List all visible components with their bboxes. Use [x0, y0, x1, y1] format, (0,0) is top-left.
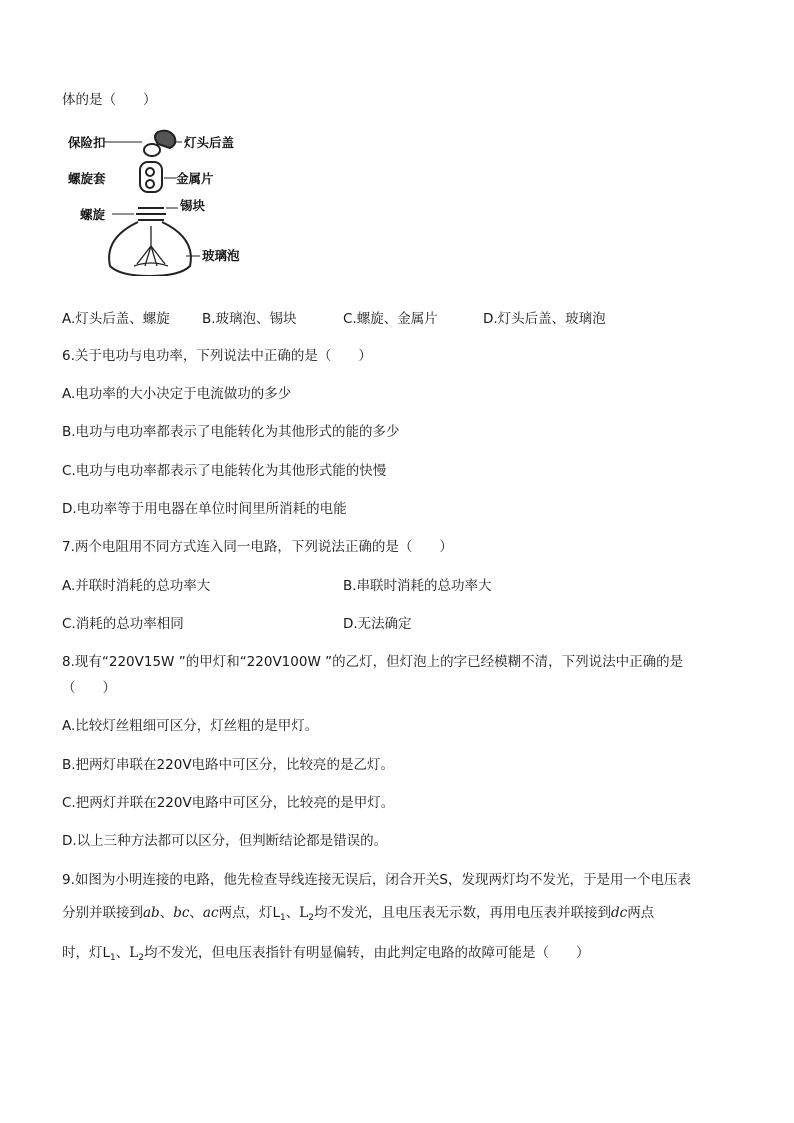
label-tin-block: 锡块	[180, 198, 206, 213]
question-6-stem: 6.关于电功与电功率，下列说法中正确的是（ ）	[62, 348, 372, 364]
q5-option-b[interactable]: B.玻璃泡、锡块	[202, 311, 297, 327]
q9-lamp-l: L	[129, 945, 139, 961]
q9-points-ab: ab	[143, 905, 160, 921]
q9-separator: 、	[115, 945, 130, 961]
q6-option-d[interactable]: D.电功率等于用电器在单位时间里所消耗的电能	[62, 501, 347, 517]
q9-subscript: 1	[280, 913, 286, 923]
q9-text: 分别并联接到	[62, 905, 143, 921]
question-9-stem-line1: 9.如图为小明连接的电路，他先检查导线连接无误后，闭合开关S，发现两灯均不发光，于是用一个电压表	[62, 872, 691, 888]
label-metal-piece: 金属片	[176, 171, 214, 186]
q8-option-a[interactable]: A.比较灯丝粗细可区分，灯丝粗的是甲灯。	[62, 718, 319, 734]
q9-text: 时，灯L	[62, 945, 111, 961]
q9-separator: 、	[189, 905, 203, 921]
q5-option-c[interactable]: C.螺旋、金属片	[343, 311, 438, 327]
question-8-stem-line1: 8.现有“220V15W ”的甲灯和“220V100W ”的乙灯，但灯泡上的字已经模糊不清，下列说法中正确的是	[62, 654, 684, 670]
question-5-options	[62, 309, 742, 329]
q8-option-c[interactable]: C.把两灯并联在220V电路中可区分，比较亮的是甲灯。	[62, 795, 395, 811]
screw-shape	[136, 208, 166, 220]
q8-option-b[interactable]: B.把两灯串联在220V电路中可区分，比较亮的是乙灯。	[62, 757, 395, 773]
label-safety-clip: 保险扣	[68, 135, 106, 150]
label-glass-bulb: 玻璃泡	[202, 248, 240, 263]
q9-text: 均不发光，且电压表无示数，再用电压表并联接到	[313, 905, 611, 921]
question-7-options-row1	[62, 576, 742, 596]
question-9-stem-line2	[62, 903, 654, 928]
q9-subscript: 2	[138, 953, 144, 963]
safety-clip-shape	[144, 144, 160, 156]
question-7-stem: 7.两个电阻用不同方式连入同一电路，下列说法正确的是（ ）	[62, 539, 453, 555]
q9-points-dc: dc	[610, 905, 628, 921]
q6-option-a[interactable]: A.电功率的大小决定于电流做功的多少	[62, 386, 292, 402]
question-9-stem-line3	[62, 943, 589, 968]
q9-subscript: 1	[110, 953, 116, 963]
q7-option-d[interactable]: D.无法确定	[343, 616, 412, 632]
q9-separator: 、	[285, 905, 300, 921]
q9-subscript: 2	[308, 913, 314, 923]
label-screw-sleeve: 螺旋套	[68, 171, 106, 186]
question-8-stem-line2: （ ）	[62, 680, 116, 696]
q9-text: 两点	[627, 905, 655, 921]
question-7-options-row2	[62, 614, 742, 634]
q7-option-a[interactable]: A.并联时消耗的总功率大	[62, 578, 211, 594]
label-screw: 螺旋	[80, 207, 106, 222]
light-bulb-diagram	[62, 126, 262, 276]
q6-option-c[interactable]: C.电功与电功率都表示了电能转化为其他形式能的快慢	[62, 463, 387, 479]
question-5-stem-tail: 体的是（ ）	[62, 92, 157, 108]
q9-points-ac: ac	[202, 905, 219, 921]
q9-separator: 、	[159, 905, 174, 921]
q5-option-d[interactable]: D.灯头后盖、玻璃泡	[483, 311, 606, 327]
q9-points-bc: bc	[173, 905, 190, 921]
label-lamp-cap: 灯头后盖	[184, 135, 235, 150]
q7-option-b[interactable]: B.串联时消耗的总功率大	[343, 578, 492, 594]
q9-text: 均不发光，但电压表指针有明显偏转，由此判定电路的故障可能是（ ）	[143, 945, 590, 961]
q8-option-d[interactable]: D.以上三种方法都可以区分，但判断结论都是错误的。	[62, 833, 388, 849]
q7-option-c[interactable]: C.消耗的总功率相同	[62, 616, 184, 632]
q9-lamp-l: L	[299, 905, 309, 921]
q5-option-a[interactable]: A.灯头后盖、螺旋	[62, 311, 170, 327]
q9-text: 两点，灯L	[218, 905, 281, 921]
q6-option-b[interactable]: B.电功与电功率都表示了电能转化为其他形式的能的多少	[62, 424, 400, 440]
